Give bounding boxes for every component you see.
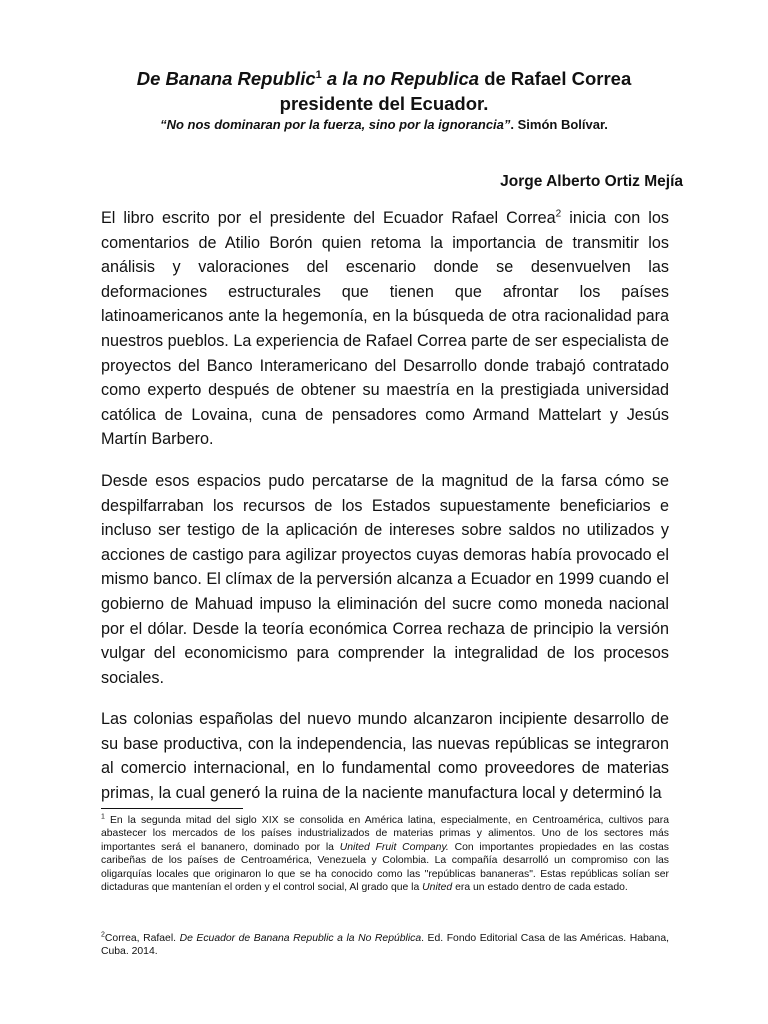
paragraph-1-rest: inicia con los comentarios de Atilio Borón quien retoma la importancia de transmitir los análisis y valoraciones del escenario donde se desenvuelven las deformaciones estructurales que tienen que afrontar los países latinoamericanos ante la hegemonía, en la búsqueda de otra racionalidad para nuestros pueblos. La experiencia de Rafael Correa parte de ser especialista de proyectos del Banco Interamericano del Desarrollo donde trabajó contratado como experto después de obtener su maestría en la prestigiada universidad católica de Lovaina, cuna de pensadores como Armand Mattelart y Jesús Martín Barbero.	[101, 209, 669, 449]
footnote-1-united: United	[422, 882, 453, 894]
title-italic-part-2: a la no Republica	[321, 68, 480, 89]
author-name: Jorge Alberto Ortiz Mejía	[500, 173, 683, 190]
title-italic-part: De Banana Republic	[136, 68, 316, 89]
footnote-2-book-title: De Ecuador de Banana Republic a la No República	[179, 933, 422, 944]
footnote-2	[101, 932, 669, 959]
footnote-1-text-2: Con importantes propiedades en las costas caribeñas de los países de Centroamérica, Venezuela y Colombia. La compañía desarrolló un compromiso con las oligarquías locales que originaron lo que se ha conocido como las "repúblicas bananeras". Estas repúblicas solían ser dictaduras que mantenían el orden y el control social, Al grado que la	[101, 841, 669, 894]
footnote-2-publisher: . Ed. Fondo Editorial Casa de las Américas. Habana, Cuba. 2014.	[101, 933, 669, 958]
paragraph-3: Las colonias españolas del nuevo mundo alcanzaron incipiente desarrollo de su base productiva, con la independencia, las nuevas repúblicas se integraron al comercio internacional, en lo fundamental como proveedores de materias primas, la cual generó la ruina de la naciente manufactura local y determinó la	[101, 710, 669, 803]
paragraph-1-start: El libro escrito por el presidente del Ecuador Rafael Correa	[101, 209, 556, 227]
title-rest: de Rafael Correa presidente del Ecuador.	[279, 68, 632, 114]
paragraph-1	[101, 206, 669, 452]
paragraph-2: Desde esos espacios pudo percatarse de la magnitud de la farsa cómo se despilfarraban los recursos de los Estados supuestamente beneficiarios e incluso ser testigo de la aplicación de intereses sobre saldos no utilizados y acciones de castigo para agilizar proyectos cuyas demoras había provocado el mismo banco. El clímax de la perversión alcanza a Ecuador en 1999 cuando el gobierno de Mahuad impuso la eliminación del sucre como moneda nacional por el dólar. Desde la teoría económica Correa rechaza de principio la versión vulgar del economicismo para comprender la integralidad de los procesos sociales.	[101, 471, 669, 687]
footnote-1-company: United Fruit Company.	[339, 841, 449, 853]
footnote-2-marker: 2	[101, 931, 105, 939]
epigraph-attribution: . Simón Bolívar.	[510, 117, 608, 132]
footnote-separator	[101, 808, 243, 809]
footnote-1-text: En la segunda mitad del siglo XIX se consolida en América latina, especialmente, en Centroamérica, cultivos para abastecer los mercados de los países industrializados de materias primas y alimentos. Uno de los sectores más importantes será el bananero, dominado por la	[101, 815, 669, 853]
footnote-1-marker: 1	[101, 813, 105, 821]
body-text	[101, 206, 669, 823]
epigraph	[90, 117, 678, 132]
footnote-1	[101, 814, 669, 894]
footnote-1-text-3: era un estado dentro de cada estado.	[452, 882, 628, 894]
footnote-ref-2: 2	[555, 208, 562, 220]
footnote-2-author: Correa, Rafael.	[104, 933, 180, 944]
epigraph-quote: “No nos dominaran por la fuerza, sino por la ignorancia”	[160, 117, 511, 132]
document-title	[90, 66, 678, 116]
title-footnote-marker: 1	[315, 68, 322, 81]
